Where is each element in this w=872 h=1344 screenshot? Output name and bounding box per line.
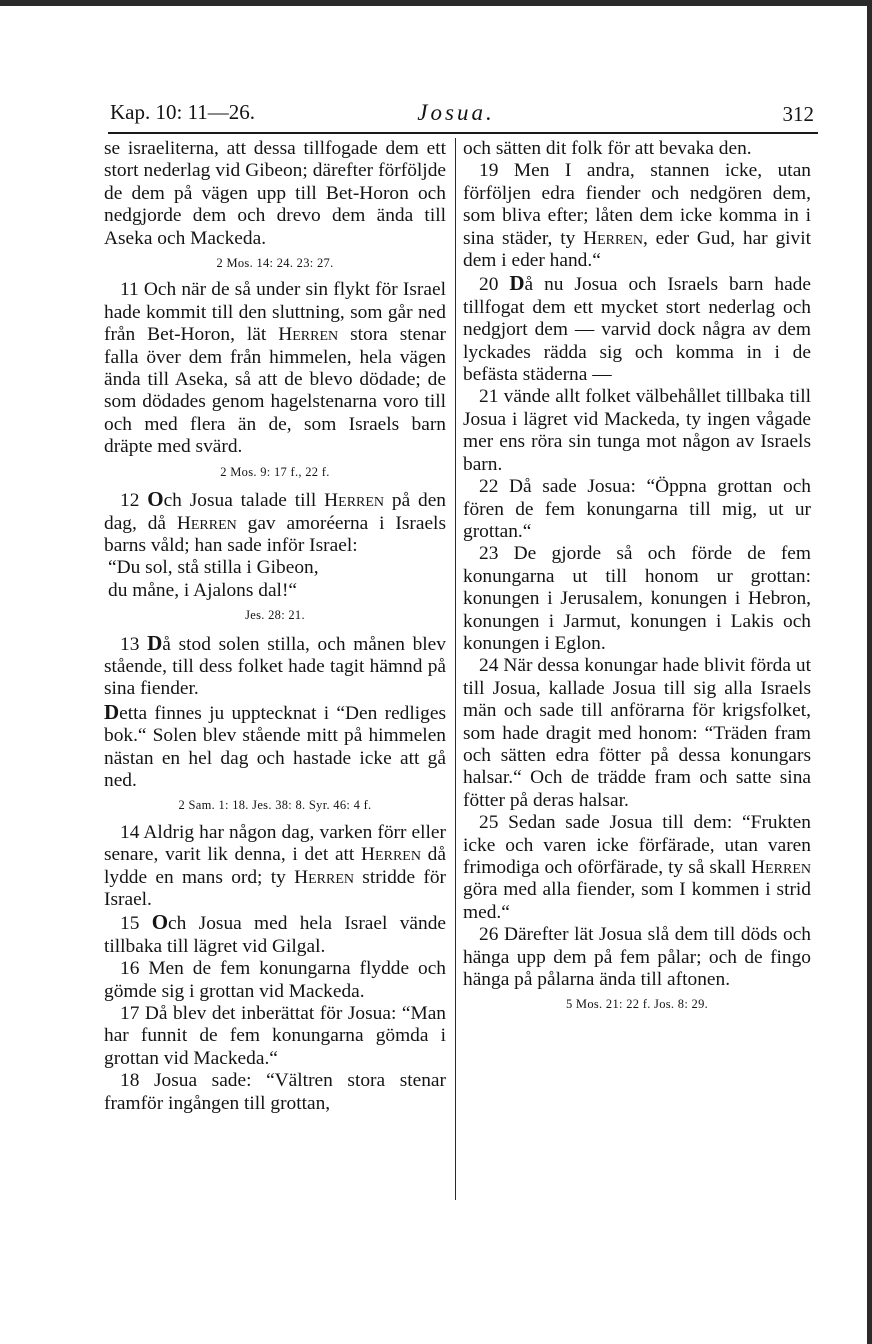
verse-24: 24 När dessa konungar hade blivit förda ut till Josua, kallade Josua till sig alla Israels män och sade till anförarna för krigsfolket, som hade dragit med honom: “Träden fram och sätten edra fötter på dessa konungars halsar.“ Och de trädde fram och satte sina fötter på deras halsar. xyxy=(463,655,811,811)
verse-number: 24 xyxy=(479,655,499,677)
verse-number: 22 xyxy=(479,476,499,498)
divine-name: Herren xyxy=(278,324,339,346)
section-initial: O xyxy=(147,487,164,512)
right-column xyxy=(463,138,811,1021)
poem-line: “Du sol, stå stilla i Gibeon, xyxy=(108,557,319,579)
verse-17: 17 Då blev det inberättat för Josua: “Man har funnit de fem konungarna gömda i grottan vid Mackeda.“ xyxy=(104,1003,446,1069)
section-initial: D xyxy=(147,630,163,655)
verse-20: 20 Då nu Josua och Israels barn hade tillfogat dem ett mycket stort nederlag och nedgjort dem — varvid dock några av dem lyckades rädda sig och komma in i de befästa städerna — xyxy=(463,271,811,386)
verse-11: 11 Och när de så under sin flykt för Israel hade kommit till den sluttning, som går ned från Bet-Horon, lät Herren stora stenar falla över dem från himmelen, hela vägen ända till Aseka, så att de blevo dödade; de som dödades genom hagelstenarna voro till och med flera än de, som Israels barn dräpte med svärd. xyxy=(104,279,447,458)
divine-name: Herren xyxy=(361,844,421,866)
verse-number: 16 xyxy=(120,958,140,980)
verse-14: 14 Aldrig har någon dag, varken förr eller senare, varit lik denna, i det att Herren då lydde en mans ord; ty Herren stridde för Israel. xyxy=(104,821,446,910)
book-title: Josua. xyxy=(417,100,495,125)
paragraph-detta: Detta finnes ju upptecknat i “Den redliges bok.“ Solen blev stående mitt på himmelen nästan en hel dag och hastade icke att gå ned. xyxy=(104,699,446,791)
section-initial: D xyxy=(509,271,525,296)
poem-line: du måne, i Ajalons dal!“ xyxy=(108,579,298,601)
cross-reference: 2 Sam. 1: 18. Jes. 38: 8. Syr. 46: 4 f. xyxy=(178,798,372,813)
verse-15: 15 Och Josua med hela Israel vände tillbaka till lägret vid Gilgal. xyxy=(104,910,446,957)
verse-number: 19 xyxy=(479,160,499,182)
divine-name: Herren xyxy=(751,857,811,878)
verse-21: 21 vände allt folket välbehållet tillbaka till Josua i lägret vid Mackeda, ty ingen vågade mer ens röra sin tunga mot någon av Israels barn. xyxy=(463,386,811,475)
divine-name: Herren xyxy=(324,490,385,512)
verse-number: 23 xyxy=(479,543,499,565)
verse-16: 16 Men de fem konungarna flydde och gömde sig i grottan vid Mackeda. xyxy=(104,958,446,1002)
divine-name: Herren xyxy=(294,866,355,888)
page-number: 312 xyxy=(782,102,814,126)
page-edge-right xyxy=(867,0,872,1344)
verse-25: 25 Sedan sade Josua till dem: “Frukten icke och varen icke förfärade, utan varen frimodiga och oförfärade, ty så skall Herren göra med alla fiender, som I kommen i strid med.“ xyxy=(463,812,811,923)
chapter-reference: Kap. 10: 11—26. xyxy=(110,100,256,124)
verse-number: 25 xyxy=(479,812,499,834)
verse-number: 17 xyxy=(120,1003,140,1025)
cross-reference: Jes. 28: 21. xyxy=(245,608,305,623)
verse-26: 26 Därefter lät Josua slå dem till döds och hänga upp dem på fem pålar; och de fingo hänga på pålarna ända till aftonen. xyxy=(463,924,811,991)
cross-reference: 2 Mos. 14: 24. 23: 27. xyxy=(216,256,334,271)
paragraph-continuation: se israeliterna, att dessa tillfogade dem ett stort nederlag vid Gibeon; därefter förföljde de dem på vägen upp till Bet-Horon och nedgjorde dem och drevo dem ända till Aseka och Mackeda. xyxy=(104,138,446,249)
verse-number: 26 xyxy=(479,924,499,946)
verse-13: 13 Då stod solen stilla, och månen blev stående, till dess folket hade tagit hämnd på sina fiender. xyxy=(104,630,446,700)
verse-18: 18 Josua sade: “Vältren stora stenar framför ingången till grottan, xyxy=(104,1070,446,1114)
verse-number: 18 xyxy=(120,1070,140,1092)
verse-number: 12 xyxy=(120,490,140,512)
divine-name: Herren xyxy=(176,512,237,534)
page-header xyxy=(96,100,816,130)
verse-number: 21 xyxy=(479,386,499,408)
page-edge-top xyxy=(0,0,872,6)
section-initial: O xyxy=(151,910,169,935)
verse-number: 13 xyxy=(120,633,140,655)
verse-12: 12 Och Josua talade till Herren på den dag, då Herren gav amoréerna i Israels barns våld; han sade inför Israel: xyxy=(104,487,447,556)
column-divider xyxy=(455,138,456,1200)
left-column xyxy=(104,138,446,1115)
header-rule xyxy=(108,132,818,134)
section-initial: D xyxy=(104,699,120,724)
verse-number: 11 xyxy=(120,279,139,301)
verse-23: 23 De gjorde så och förde de fem konungarna ut till honom ur grottan: konungen i Jerusalem, konungen i Hebron, konungen i Jarmut, konungen i Lakis och konungen i Eglon. xyxy=(463,543,811,654)
paragraph-continuation: och sätten dit folk för att bevaka den. xyxy=(463,138,752,159)
verse-22: 22 Då sade Josua: “Öppna grottan och fören de fem konungarna till mig, ut ur grottan.“ xyxy=(463,476,811,542)
poem-quote xyxy=(104,557,446,602)
verse-number: 15 xyxy=(120,913,140,935)
verse-number: 20 xyxy=(479,274,499,296)
cross-reference: 5 Mos. 21: 22 f. Jos. 8: 29. xyxy=(565,997,709,1012)
verse-number: 14 xyxy=(120,821,140,843)
cross-reference: 2 Mos. 9: 17 f., 22 f. xyxy=(220,464,330,479)
divine-name: Herren xyxy=(583,227,644,249)
verse-19: 19 Men I andra, stannen icke, utan förföljen edra fiender och nedgören dem, som bliva efter; låten dem icke komma in i sina städer, ty Herren, eder Gud, har givit dem i eder hand.“ xyxy=(463,160,811,272)
